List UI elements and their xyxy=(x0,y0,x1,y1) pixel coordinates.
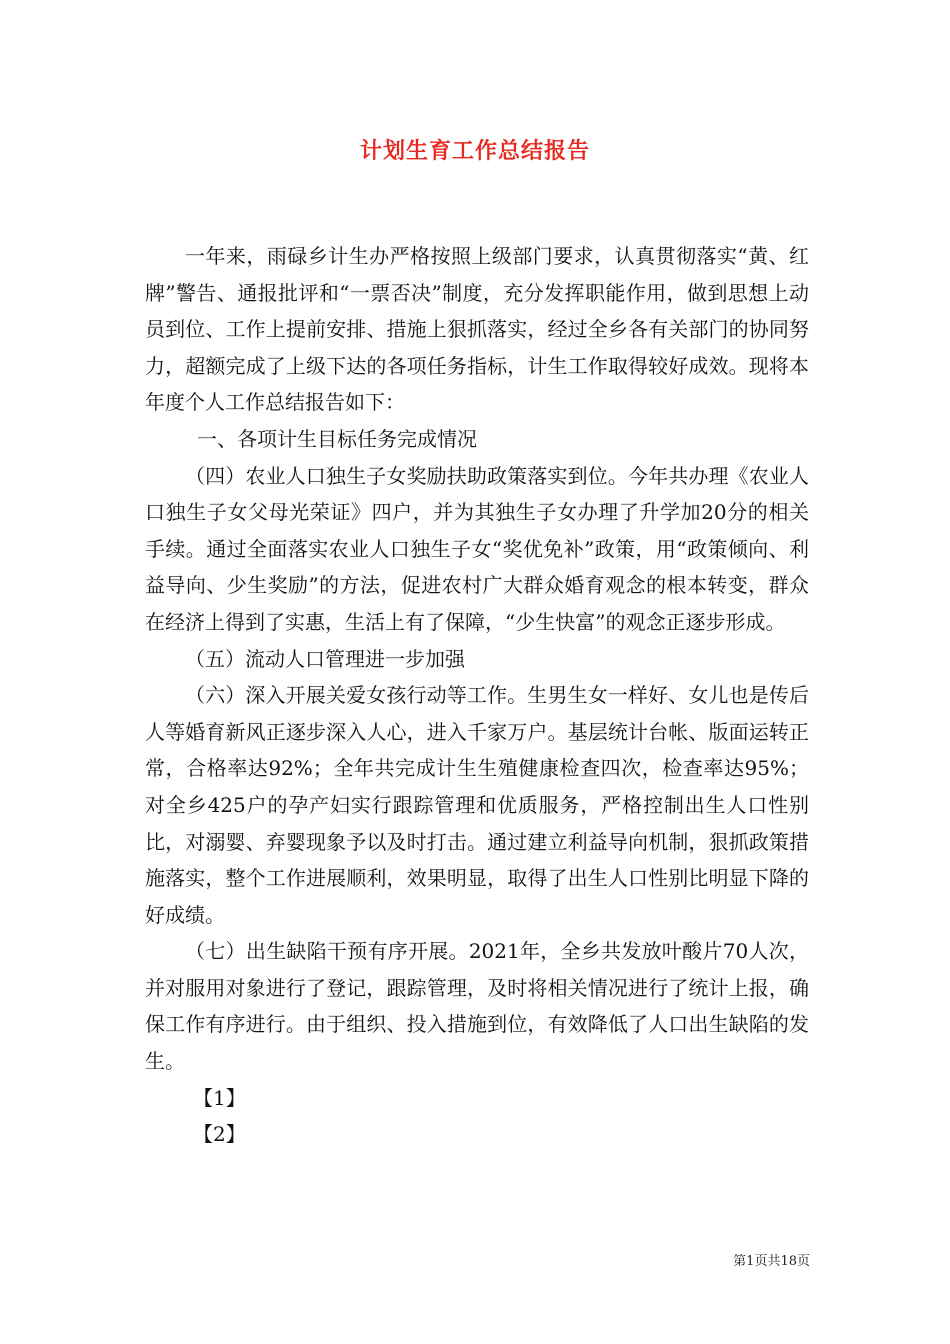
marker-2: 【2】 xyxy=(193,1122,246,1147)
paragraph-item-5: （五）流动人口管理进一步加强 xyxy=(185,646,465,671)
section-heading: 一、各项计生目标任务完成情况 xyxy=(197,426,477,451)
paragraph-item-6: （六）深入开展关爱女孩行动等工作。生男生女一样好、女儿也是传后人等婚育新风正逐步深入人心，进入千家万户。基层统计台帐、版面运转正常，合格率达92%；全年共完成计生生殖健康检查四次，检查率达95%；对全乡425户的孕产妇实行跟踪管理和优质服务，严格控制出生人口性别比，对溺婴、弃婴现象予以及时打击。通过建立利益导向机制，狠抓政策措施落实，整个工作进展顺利，效果明显，取得了出生人口性别比明显下降的好成绩。 xyxy=(145,683,809,927)
document-title: 计划生育工作总结报告 xyxy=(359,139,590,164)
paragraph-intro: 一年来，雨碌乡计生办严格按照上级部门要求，认真贯彻落实“黄、红牌”警告、通报批评和“一票否决”制度，充分发挥职能作用，做到思想上动员到位、工作上提前安排、措施上狠抓落实，经过全乡各有关部门的协同努力，超额完成了上级下达的各项任务指标，计生工作取得较好成效。现将本年度个人工作总结报告如下： xyxy=(145,244,809,415)
document-body xyxy=(145,238,809,1153)
paragraph-item-7: （七）出生缺陷干预有序开展。2021年，全乡共发放叶酸片70人次，并对服用对象进行了登记，跟踪管理，及时将相关情况进行了统计上报，确保工作有序进行。由于组织、投入措施到位，有效降低了人口出生缺陷的发生。 xyxy=(145,939,809,1074)
page-number: 第1页共18页 xyxy=(733,1254,810,1269)
marker-1: 【1】 xyxy=(193,1085,246,1110)
paragraph-item-4: （四）农业人口独生子女奖励扶助政策落实到位。今年共办理《农业人口独生子女父母光荣证》四户，并为其独生子女办理了升学加20分的相关手续。通过全面落实农业人口独生子女“奖优免补”政策，用“政策倾向、利益导向、少生奖励”的方法，促进农村广大群众婚育观念的根本转变，群众在经济上得到了实惠，生活上有了保障，“少生快富”的观念正逐步形成。 xyxy=(145,463,809,634)
